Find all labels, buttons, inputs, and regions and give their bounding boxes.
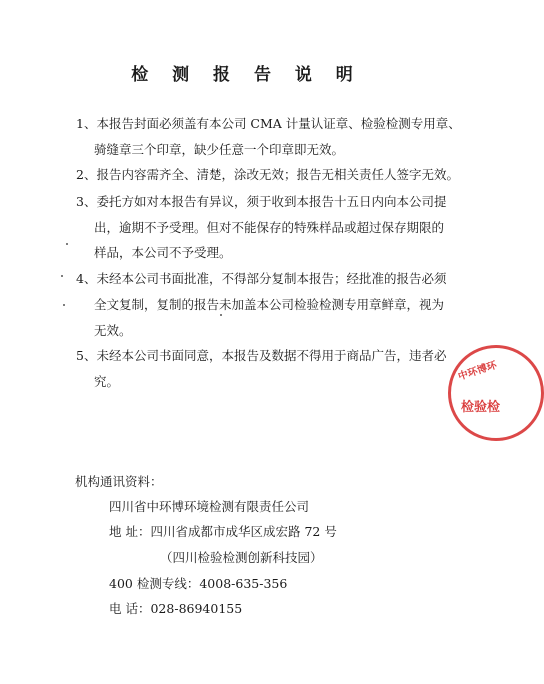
address-value: 四川省成都市成华区成宏路 72 号 [150,524,337,539]
item-3-line-3: 样品，本公司不予受理。 [94,245,232,260]
company-seal-stamp [448,345,544,441]
address-row [109,522,337,540]
scan-speck [61,275,63,277]
item-1-line-2: 骑缝章三个印章，缺少任意一个印章即无效。 [94,142,345,157]
phone-row [109,599,242,617]
address-label: 地 址： [109,524,151,539]
contact-heading: 机构通讯资料： [75,474,163,489]
item-3-line-2: 出，逾期不予受理。但对不能保存的特殊样品或超过保存期限的 [94,220,445,235]
item-5-line-2: 究。 [94,374,120,389]
seal-text-bottom: 检验检 [461,400,501,415]
hotline-row [109,574,287,592]
hotline-label: 400 检测专线： [109,576,200,591]
seal-text-top: 中环博环 [456,359,499,383]
scan-speck [220,314,222,316]
item-3-line-1: 3、委托方如对本报告有异议，须于收到本报告十五日内向本公司提 [76,194,447,209]
address-note: （四川检验检测创新科技园） [160,550,323,565]
item-4-line-3: 无效。 [94,323,132,338]
page-title: 检 测 报 告 说 明 [131,65,362,85]
hotline-value: 4008-635-356 [199,576,288,591]
item-4-line-1: 4、未经本公司书面批准，不得部分复制本报告；经批准的报告必须 [76,271,447,286]
item-5-line-1: 5、未经本公司书面同意，本报告及数据不得用于商品广告，违者必 [76,348,447,363]
phone-value: 028-86940155 [150,601,243,616]
item-2-line-1: 2、报告内容需齐全、清楚，涂改无效；报告无相关责任人签字无效。 [76,167,459,182]
item-1-line-1: 1、本报告封面必须盖有本公司 CMA 计量认证章、检验检测专用章、 [76,116,461,131]
company-name: 四川省中环博环境检测有限责任公司 [109,499,310,514]
phone-label: 电 话： [109,601,151,616]
scan-speck [66,243,68,245]
item-4-line-2: 全文复制，复制的报告未加盖本公司检验检测专用章鲜章，视为 [94,297,445,312]
scan-speck [63,304,65,306]
